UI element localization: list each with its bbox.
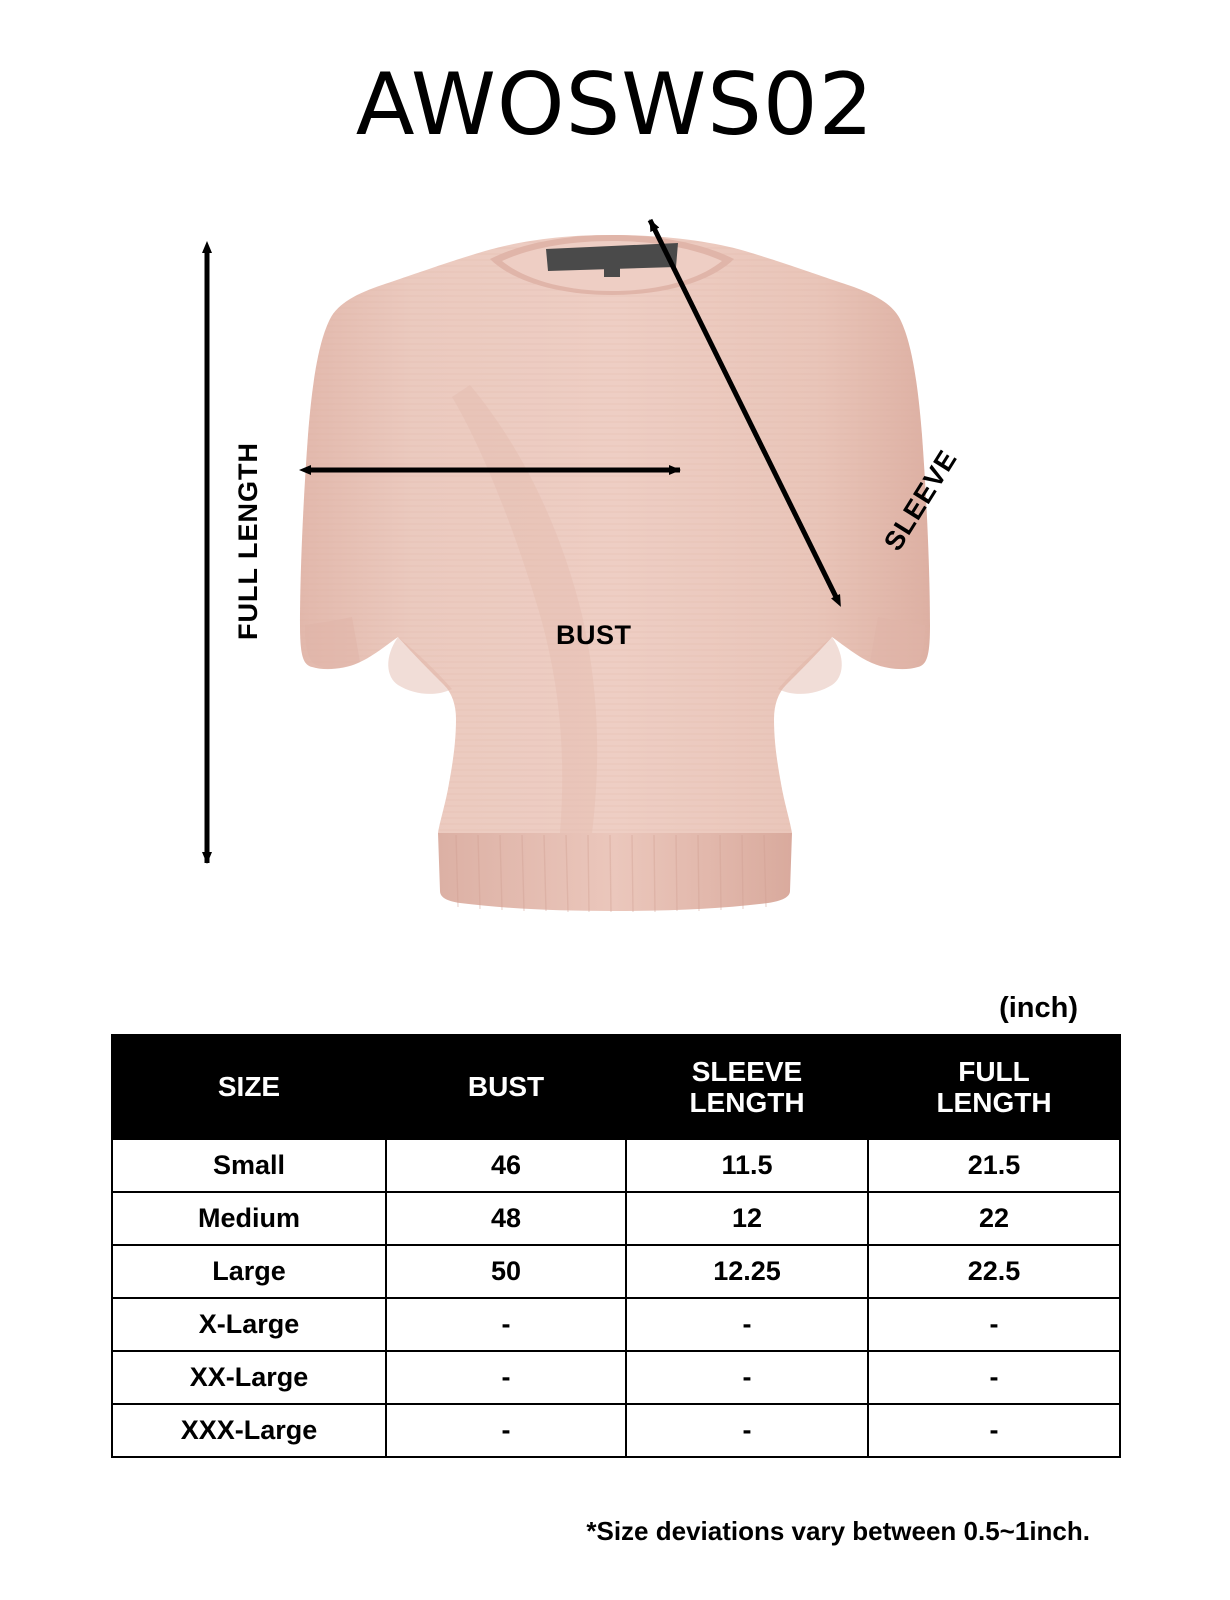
column-header-sleeve-line2: LENGTH <box>689 1087 805 1118</box>
cell-bust: 48 <box>386 1192 626 1245</box>
column-header-sleeve-line1: SLEEVE <box>691 1055 803 1087</box>
table-row <box>112 1298 1120 1351</box>
size-deviation-note: *Size deviations vary between 0.5~1inch. <box>586 1516 1090 1546</box>
cell-full: - <box>868 1351 1120 1404</box>
cell-full: 22 <box>868 1192 1120 1245</box>
table-row <box>112 1351 1120 1404</box>
cell-sleeve: - <box>626 1404 868 1457</box>
table-header-row <box>112 1035 1120 1139</box>
column-header-size <box>112 1035 386 1139</box>
cell-sleeve: 12.25 <box>626 1245 868 1298</box>
column-header-full-line1: FULL <box>958 1055 1030 1087</box>
cell-bust: 50 <box>386 1245 626 1298</box>
cell-size: XX-Large <box>112 1351 386 1404</box>
cell-bust: - <box>386 1404 626 1457</box>
bust-label: BUST <box>556 620 632 650</box>
cell-sleeve: - <box>626 1351 868 1404</box>
cell-size: Medium <box>112 1192 386 1245</box>
cell-full: - <box>868 1298 1120 1351</box>
cell-sleeve: 12 <box>626 1192 868 1245</box>
cell-sleeve: - <box>626 1298 868 1351</box>
cell-size: Large <box>112 1245 386 1298</box>
column-header-bust <box>386 1035 626 1139</box>
cell-sleeve: 11.5 <box>626 1139 868 1192</box>
column-header-full-length <box>868 1035 1120 1139</box>
garment-diagram <box>0 185 1230 975</box>
column-header-sleeve-length <box>626 1035 868 1139</box>
cell-full: - <box>868 1404 1120 1457</box>
table-row <box>112 1245 1120 1298</box>
cell-bust: 46 <box>386 1139 626 1192</box>
cell-size: X-Large <box>112 1298 386 1351</box>
column-header-bust-line1: BUST <box>467 1071 545 1103</box>
cell-size: XXX-Large <box>112 1404 386 1457</box>
cell-full: 21.5 <box>868 1139 1120 1192</box>
unit-label: (inch) <box>999 992 1078 1024</box>
size-chart-table <box>111 1034 1121 1458</box>
cell-full: 22.5 <box>868 1245 1120 1298</box>
column-header-full-line2: LENGTH <box>936 1087 1052 1118</box>
cell-bust: - <box>386 1351 626 1404</box>
page-title: AWOSWS02 <box>355 55 875 155</box>
full-length-label: FULL LENGTH <box>233 442 263 640</box>
table-row <box>112 1404 1120 1457</box>
cell-size: Small <box>112 1139 386 1192</box>
column-header-size-line1: SIZE <box>217 1071 281 1103</box>
table-row <box>112 1192 1120 1245</box>
table-row <box>112 1139 1120 1192</box>
sleeve-label: SLEEVE <box>878 444 964 556</box>
cell-bust: - <box>386 1298 626 1351</box>
garment-body <box>300 235 930 912</box>
garment-illustration <box>0 185 1230 975</box>
